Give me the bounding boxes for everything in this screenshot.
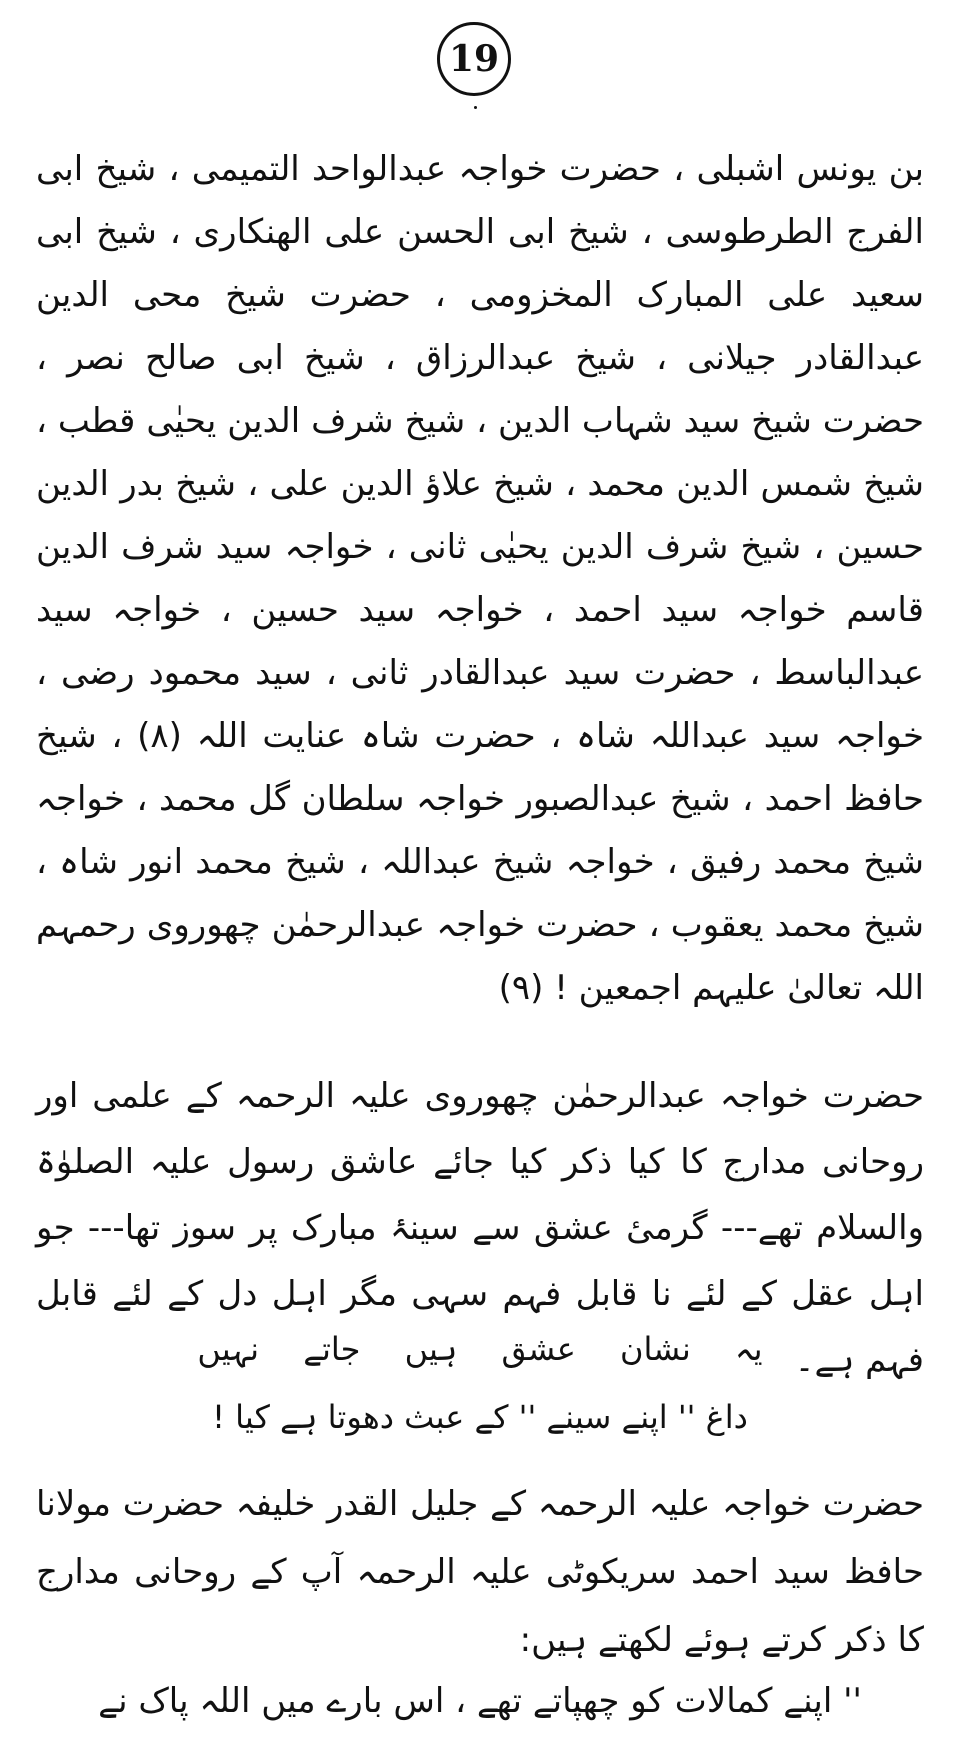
paragraph-lineage: بن یونس اشبلی ، حضرت خواجہ عبدالواحد التمیمی ، شیخ ابی الفرج الطرطوسی ، شیخ ابی الحسن علی الھنکاری ، شیخ ابی سعید علی المبارک المخزومی ، حضرت شیخ محی الدین عبدالقادر جیلانی ، شیخ عبدالرزاق ، شیخ ابی صالح نصر ، حضرت شیخ سید شہاب الدین ، شیخ شرف الدین یحیٰی قطب ، شیخ شمس الدین محمد ، شیخ علاؤ الدین علی ، شیخ بدر الدین حسین ، شیخ شرف الدین یحیٰی ثانی ، خواجہ سید شرف الدین قاسم خواجہ سید احمد ، خواجہ سید حسین ، خواجہ سید عبدالباسط ، حضرت سید عبدالقادر ثانی ، سید محمود رضی ، خواجہ سید عبداللہ شاہ ، حضرت شاہ عنایت اللہ (۸) ، شیخ حافظ احمد ، شیخ عبدالصبور خواجہ سلطان گل محمد ، خواجہ شیخ محمد رفیق ، خواجہ شیخ عبداللہ ، شیخ محمد انور شاہ ، شیخ محمد یعقوب ، حضرت خواجہ عبدالرحمٰن چھوروی رحمہم اللہ تعالیٰ علیہم اجمعین ! (۹) — [36, 149, 924, 1008]
paragraph-spiritual-ranks: حضرت خواجہ عبدالرحمٰن چھوروی علیہ الرحمہ کے علمی اور روحانی مدارج کا کیا ذکر کیا جائے عاشق رسول علیہ الصلوٰۃ والسلام تھے--- گرمیٔ عشق سے سینۂ مبارک پر سوز تھا--- جو اہل عقل کے لئے نا قابل فہم سہی مگر اہل دل کے لئے قابل فہم ہے۔ — [36, 1076, 924, 1380]
page-number: 19 — [448, 38, 500, 80]
paragraph-khalifa-quote-intro: حضرت خواجہ علیہ الرحمہ کے جلیل القدر خلیفہ حضرت مولانا حافظ سید احمد سریکوٹی علیہ الرحمہ آپ کے روحانی مدارج کا ذکر کرتے ہوئے لکھتے ہیں: — [36, 1484, 924, 1660]
paragraph-quote-start: '' اپنے کمالات کو چھپاتے تھے ، اس بارے میں اللہ پاک نے — [98, 1681, 862, 1721]
verse-line-2: داغ '' اپنے سینے '' کے عبث دھوتا ہے کیا ! — [212, 1398, 748, 1436]
verse-line-1: یہ نشان عشق ہیں جاتے نہیں — [197, 1330, 763, 1368]
decorative-dot — [474, 106, 477, 109]
page-number-circle — [437, 22, 511, 96]
